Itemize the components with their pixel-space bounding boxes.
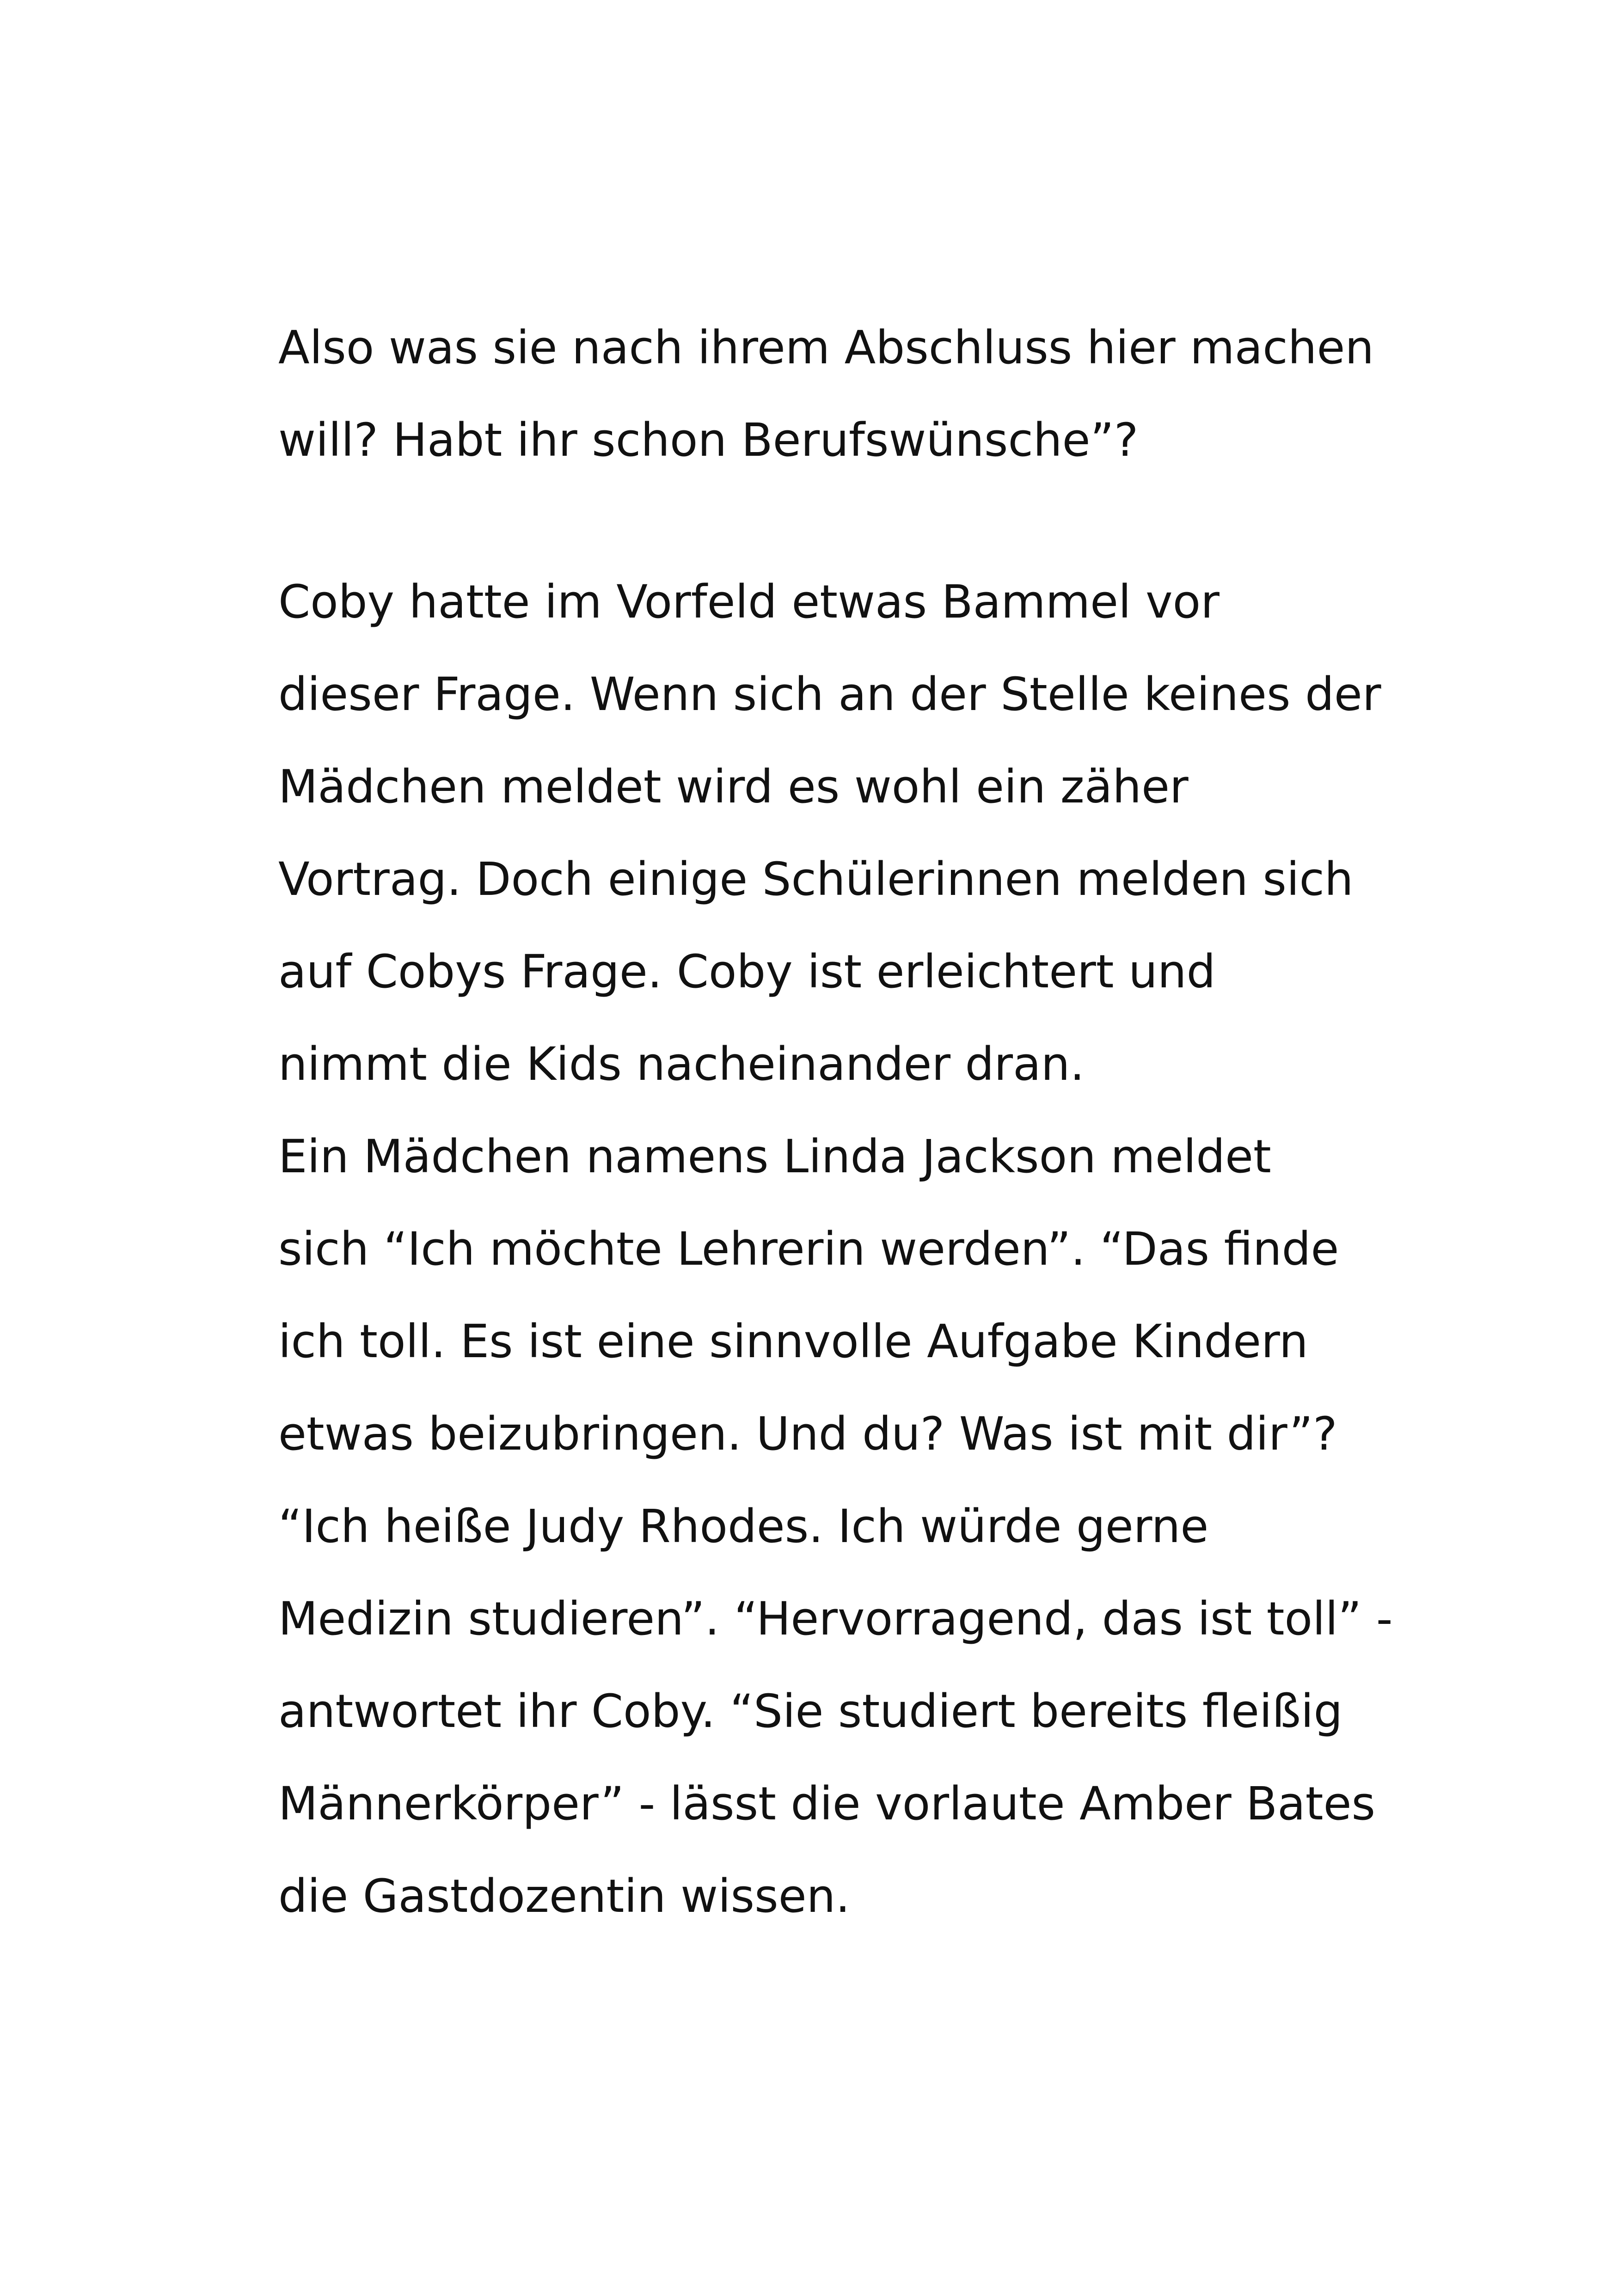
text-line: Medizin studieren”. “Hervorragend, das ist toll” -: [278, 1592, 1393, 1646]
text-line: will? Habt ihr schon Berufswünsche”?: [278, 414, 1139, 467]
text-line: Männerkörper” - lässt die vorlaute Amber Bates: [278, 1777, 1376, 1831]
text-line: Ein Mädchen namens Linda Jackson meldet: [278, 1130, 1271, 1183]
text-line: auf Cobys Frage. Coby ist erleichtert und: [278, 945, 1216, 998]
text-line: “Ich heiße Judy Rhodes. Ich würde gerne: [278, 1500, 1209, 1553]
text-line: sich “Ich möchte Lehrerin werden”. “Das finde: [278, 1223, 1339, 1276]
text-line: Mädchen meldet wird es wohl ein zäher: [278, 760, 1189, 814]
text-line: Also was sie nach ihrem Abschluss hier machen: [278, 321, 1374, 374]
text-line: die Gastdozentin wissen.: [278, 1870, 850, 1923]
paragraph-story: [278, 556, 1397, 1943]
text-line: nimmt die Kids nacheinander dran.: [278, 1038, 1085, 1091]
text-line: Coby hatte im Vorfeld etwas Bammel vor: [278, 576, 1220, 629]
text-line: etwas beizubringen. Und du? Was ist mit dir”?: [278, 1408, 1337, 1461]
text-line: Vortrag. Doch einige Schülerinnen melden sich: [278, 853, 1354, 906]
text-line: ich toll. Es ist eine sinnvolle Aufgabe Kindern: [278, 1315, 1308, 1368]
text-line: dieser Frage. Wenn sich an der Stelle keines der: [278, 668, 1381, 721]
text-line: antwortet ihr Coby. “Sie studiert bereits fleißig: [278, 1685, 1343, 1738]
paragraph-intro-question: [278, 302, 1397, 487]
